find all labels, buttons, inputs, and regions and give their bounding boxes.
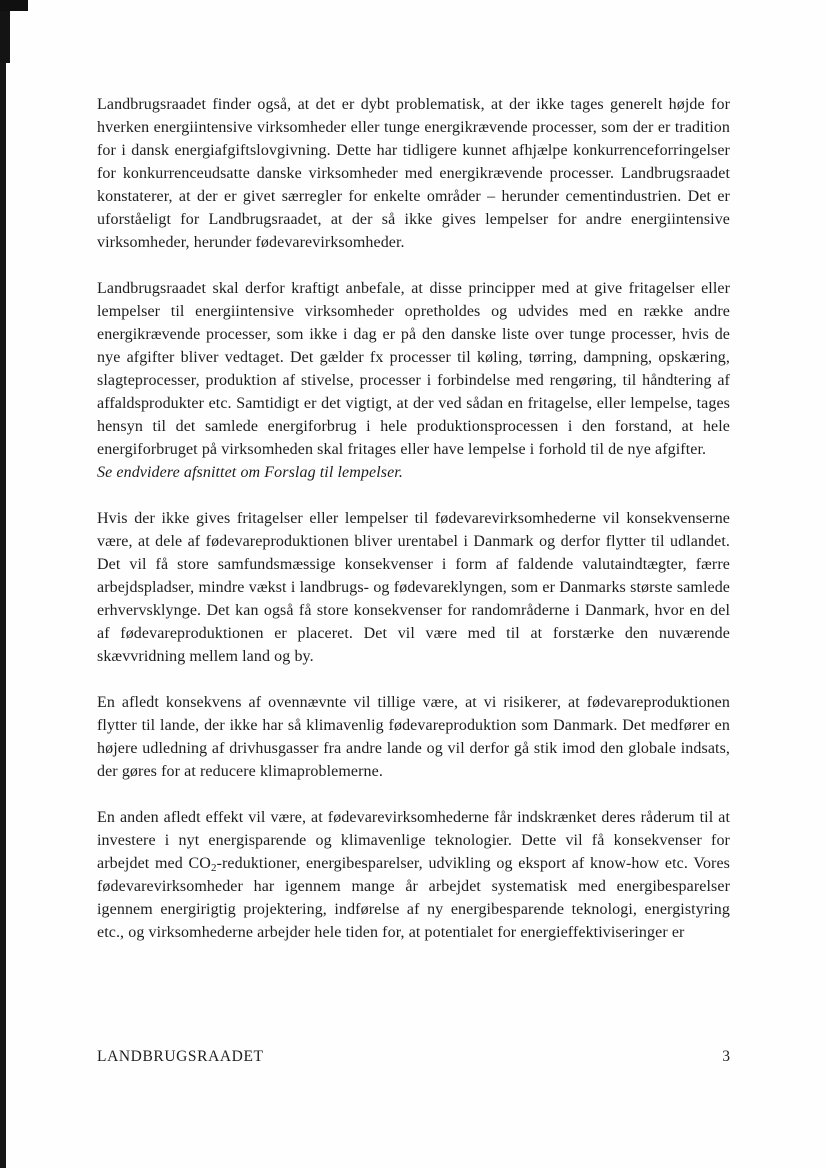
scan-corner-artifact	[0, 0, 28, 11]
paragraph-5	[97, 806, 730, 944]
paragraph-2-reference: Se endvidere afsnittet om Forslag til lempelser.	[97, 464, 403, 481]
co2-subscript: 2	[210, 862, 217, 874]
scan-edge-artifact	[0, 0, 6, 1168]
paragraph-4: En afledt konsekvens af ovennævnte vil tillige være, at vi risikerer, at fødevareproduktionen flytter til lande, der ikke har så klimavenlig fødevareproduktion som Danmark. Det medfører en højere udledning af drivhusgasser fra andre lande og vil derfor gå stik imod den globale indsats, der gøres for at reducere klimaproblemerne.	[97, 694, 730, 780]
scan-blob-artifact	[0, 11, 10, 63]
footer-page-number: 3	[722, 1048, 730, 1065]
page-content	[97, 93, 730, 944]
paragraph-3: Hvis der ikke gives fritagelser eller lempelser til fødevarevirksomhederne vil konsekvenserne være, at dele af fødevareproduktionen bliver urentabel i Danmark og derfor flytter til udlandet. Det vil få store samfundsmæssige konsekvenser i form af faldende valutaindtægter, færre arbejdspladser, mindre vækst i landbrugs- og fødevareklyngen, som er Danmarks største samlede erhvervsklynge. Det kan også få store konsekvenser for randområderne i Danmark, hvor en del af fødevareproduktionen er placeret. Det vil være med til at forstærke den nuværende skævvridning mellem land og by.	[97, 510, 730, 665]
paragraph-1: Landbrugsraadet finder også, at det er dybt problematisk, at der ikke tages generelt højde for hverken energiintensive virksomheder eller tunge energikrævende processer, som der er tradition for i dansk energiafgiftslovgivning. Dette har tidligere kunnet afhjælpe konkurrenceforringelser for konkurrenceudsatte danske virksomheder med energikrævende processer. Landbrugsraadet konstaterer, at der er givet særregler for enkelte områder – herunder cementindustrien. Det er uforståeligt for Landbrugsraadet, at der så ikke gives lempelser for andre energiintensive virksomheder, herunder fødevarevirksomheder.	[97, 96, 730, 251]
footer-organization: LANDBRUGSRAADET	[97, 1048, 264, 1065]
page-footer	[97, 1048, 730, 1066]
paragraph-2-text: Landbrugsraadet skal derfor kraftigt anbefale, at disse principper med at give fritagelser eller lempelser til energiintensive virksomheder opretholdes og udvides med en række andre energikrævende processer, som ikke i dag er på den danske liste over tunge processer, hvis de nye afgifter bliver vedtaget. Det gælder fx processer til køling, tørring, dampning, opskæring, slagteprocesser, produktion af stivelse, processer i forbindelse med rengøring, til håndtering af affaldsprodukter etc. Samtidigt er det vigtigt, at der ved sådan en fritagelse, eller lempelse, tages hensyn til det samlede energiforbrug i hele produktionsprocessen i den forstand, at hele energiforbruget på virksomheden skal fritages eller have lempelse i forhold til de nye afgifter.	[97, 280, 730, 458]
paragraph-5-text-start: En anden afledt effekt vil være, at fødevarevirksomhederne får indskrænket deres råderum til at investere i nyt energisparende og klimavenlige teknologier. Dette vil få konsekvenser for arbejdet med CO	[97, 809, 730, 872]
paragraph-2	[97, 277, 730, 484]
paragraph-5-text-end: -reduktioner, energibesparelser, udvikling og eksport af know-how etc. Vores fødevarevirksomheder har igennem mange år arbejdet systematisk med energibesparelser igennem energirigtig projektering, indførelse af ny energibesparende teknologi, energistyring etc., og virksomhederne arbejder hele tiden for, at potentialet for energieffektiviseringer er	[97, 855, 731, 941]
